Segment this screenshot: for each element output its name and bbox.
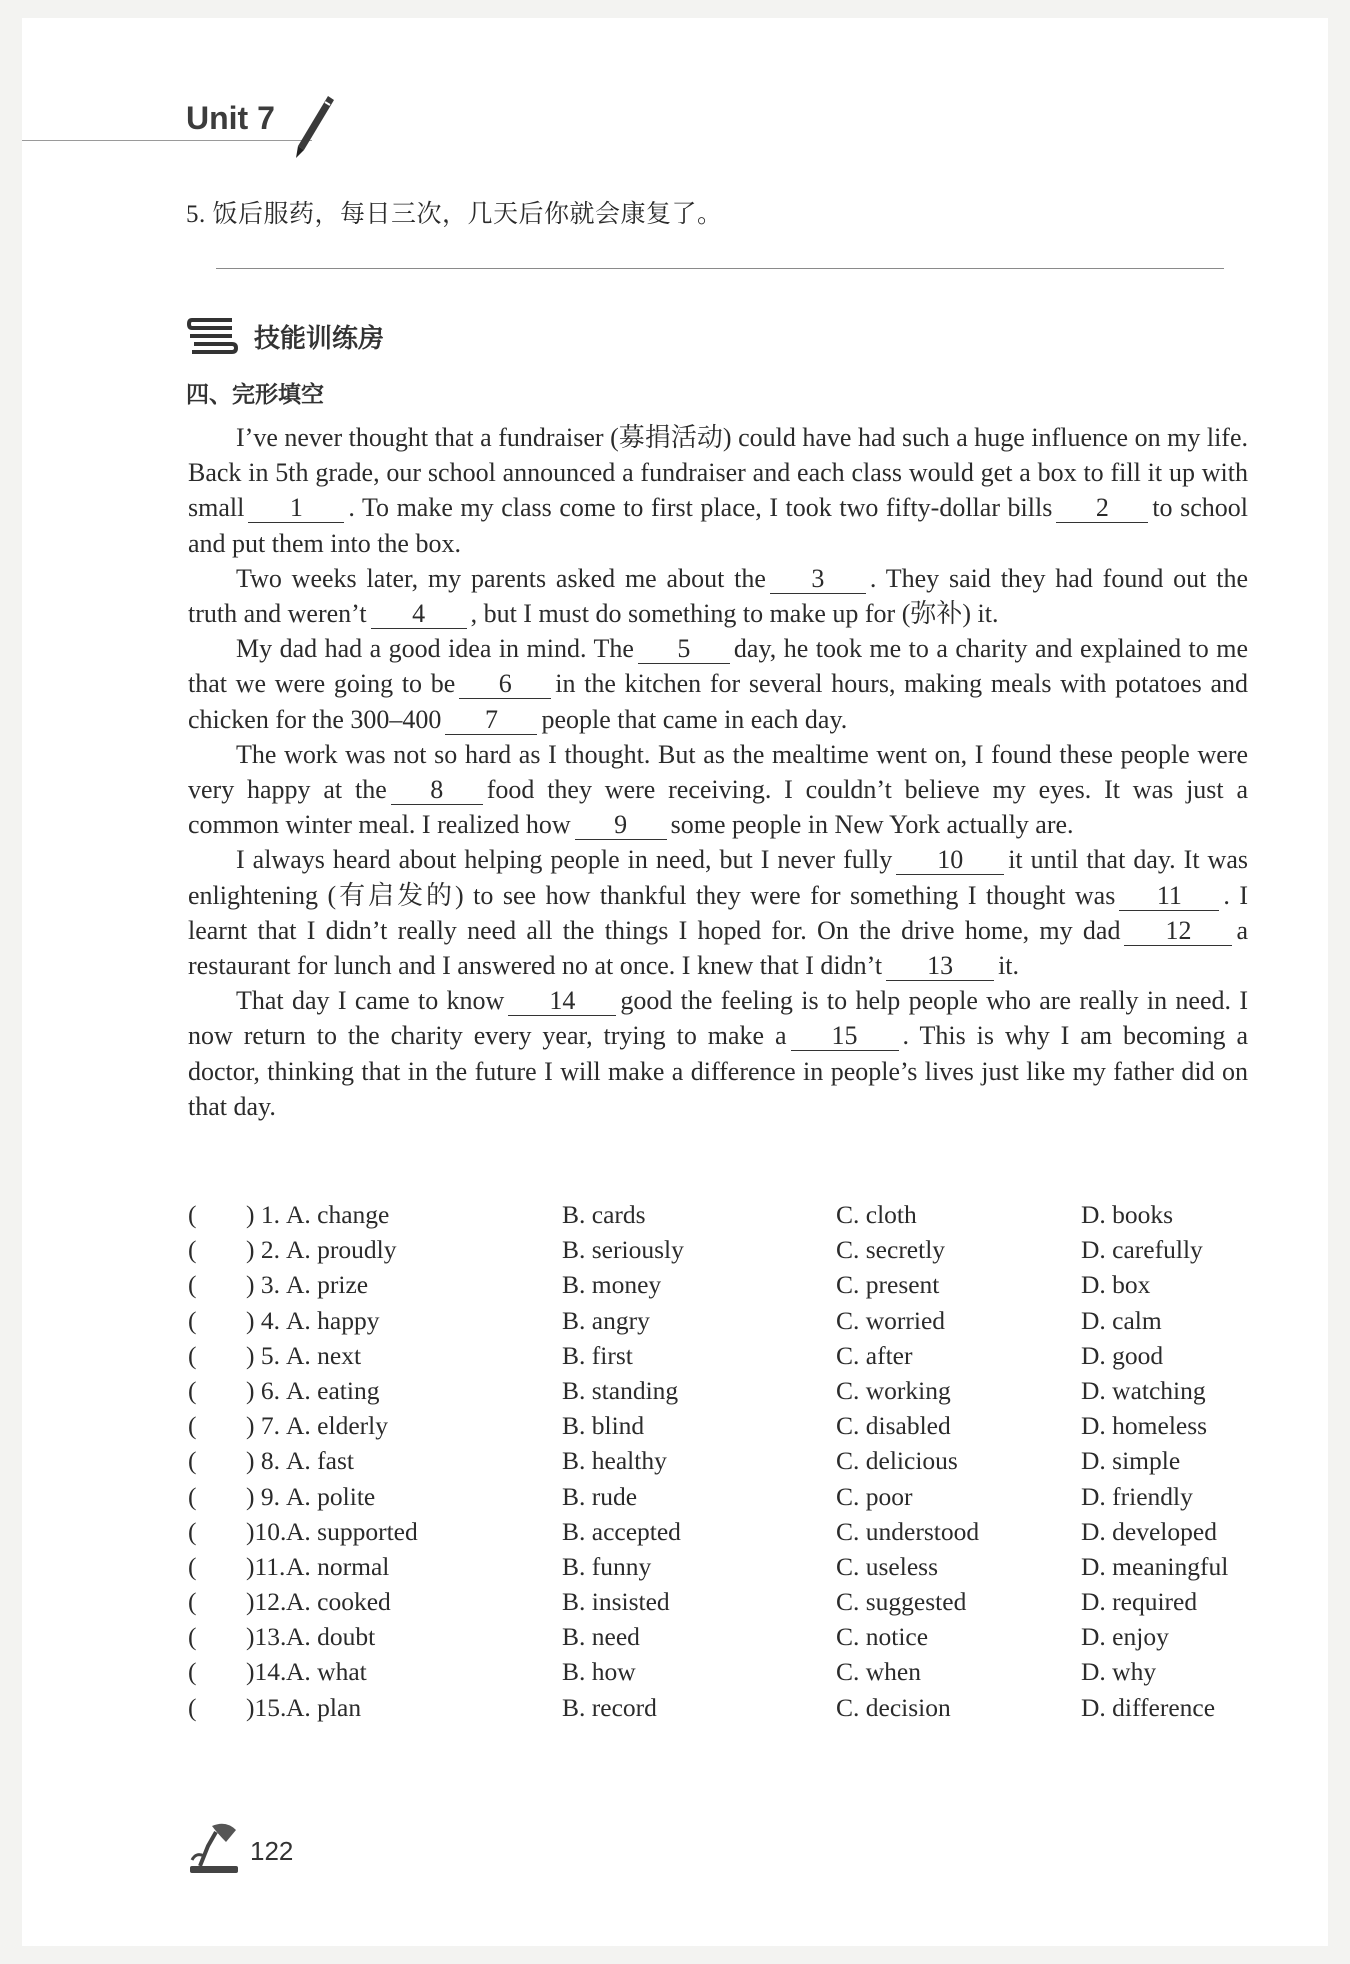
passage-text: food they were receiving. I couldn’t believe my eyes. It was just a common winter meal. I realized how (188, 775, 1248, 840)
header-rule (22, 140, 312, 141)
cloze-passage (188, 420, 1248, 1124)
answer-bracket[interactable]: ( (188, 1305, 197, 1335)
passage-text: . To make my class come to first place, I took two fifty-dollar bills (348, 493, 1053, 523)
option-b[interactable]: B. money (562, 1270, 662, 1300)
answer-bracket[interactable]: ( (188, 1587, 197, 1617)
option-b[interactable]: B. standing (562, 1375, 679, 1405)
blank-11[interactable]: 11 (1119, 882, 1219, 911)
option-b[interactable]: B. first (562, 1340, 633, 1370)
passage-text: in the kitchen for several hours, making meals with potatoes and chicken for the 300–400 (188, 669, 1248, 734)
question-row (188, 1341, 1248, 1376)
option-c[interactable]: C. useless (836, 1551, 938, 1581)
option-c[interactable]: C. decision (836, 1692, 951, 1722)
answer-bracket[interactable]: ( (188, 1516, 197, 1546)
option-a[interactable]: A. next (286, 1340, 362, 1370)
question-row (188, 1270, 1248, 1305)
passage-text: . I learnt that I didn’t really need all the things I hoped for. On the drive home, my dad (188, 880, 1248, 945)
option-a[interactable]: A. doubt (286, 1622, 376, 1652)
blank-2[interactable]: 2 (1056, 494, 1148, 523)
option-c[interactable]: C. working (836, 1375, 951, 1405)
blank-4[interactable]: 4 (371, 600, 467, 629)
option-a[interactable]: A. plan (286, 1692, 362, 1722)
question-row (188, 1587, 1248, 1622)
section-header (186, 314, 586, 358)
question-number: )10. (246, 1516, 287, 1546)
passage-text: to school and put them into the box. (188, 493, 1248, 558)
blank-6[interactable]: 6 (459, 670, 551, 699)
option-b[interactable]: B. accepted (562, 1516, 681, 1546)
pen-icon (290, 94, 336, 160)
answer-bracket[interactable]: ( (188, 1375, 197, 1405)
option-b[interactable]: B. insisted (562, 1587, 670, 1617)
answer-bracket[interactable]: ( (188, 1235, 197, 1265)
option-d[interactable]: D. books (1081, 1200, 1174, 1229)
question-number: )14. (246, 1657, 287, 1687)
answer-bracket[interactable]: ( (188, 1657, 197, 1687)
option-d[interactable]: D. developed (1081, 1516, 1217, 1546)
question-number: ) 3. (246, 1270, 280, 1300)
question-5: 5. 饭后服药，每日三次，几天后你就会康复了。 (186, 201, 723, 228)
answer-bracket[interactable]: ( (188, 1622, 197, 1652)
blank-7[interactable]: 7 (445, 706, 537, 735)
option-a[interactable]: A. change (286, 1200, 390, 1229)
option-a[interactable]: A. what (286, 1657, 367, 1687)
option-d[interactable]: D. box (1081, 1270, 1151, 1300)
question-row (188, 1552, 1248, 1587)
option-c[interactable]: C. present (836, 1270, 940, 1300)
unit-header (22, 96, 332, 146)
option-d[interactable]: D. friendly (1081, 1481, 1193, 1511)
answer-bracket[interactable]: ( (188, 1551, 197, 1581)
passage-text: That day I came to know (236, 986, 505, 1016)
option-c[interactable]: C. after (836, 1340, 913, 1370)
question-number: )15. (246, 1692, 287, 1722)
answer-bracket[interactable]: ( (188, 1411, 197, 1441)
passage-text: it until that day. It was enlightening (有启发的) to see how thankful they were for something I thought was (188, 845, 1248, 910)
option-d[interactable]: D. required (1081, 1587, 1198, 1617)
page-footer (186, 1820, 386, 1870)
option-a[interactable]: A. supported (286, 1516, 418, 1546)
option-a[interactable]: A. happy (286, 1305, 380, 1335)
option-b[interactable]: B. cards (562, 1200, 646, 1229)
answer-bracket[interactable]: ( (188, 1340, 197, 1370)
blank-12[interactable]: 12 (1124, 917, 1232, 946)
option-d[interactable]: D. calm (1081, 1305, 1162, 1335)
passage-text: good the feeling is to help people who are really in need. I now return to the charity every year, trying to make a (188, 986, 1248, 1051)
option-d[interactable]: D. why (1081, 1657, 1157, 1687)
passage-text: it. (998, 951, 1020, 981)
option-d[interactable]: D. carefully (1081, 1235, 1203, 1265)
paragraph-5 (188, 842, 1248, 983)
option-c[interactable]: C. delicious (836, 1446, 958, 1476)
option-b[interactable]: B. blind (562, 1411, 645, 1441)
question-row (188, 1622, 1248, 1657)
paragraph-2 (188, 561, 1248, 631)
option-a[interactable]: A. normal (286, 1551, 390, 1581)
option-c[interactable]: C. secretly (836, 1235, 946, 1265)
option-a[interactable]: A. elderly (286, 1411, 388, 1441)
option-b[interactable]: B. rude (562, 1481, 638, 1511)
paragraph-3 (188, 631, 1248, 737)
blank-10[interactable]: 10 (896, 846, 1004, 875)
option-b[interactable]: B. need (562, 1622, 640, 1652)
question-number: ) 4. (246, 1305, 280, 1335)
page-number: 122 (250, 1836, 294, 1866)
question-number: ) 2. (246, 1235, 280, 1265)
option-b[interactable]: B. healthy (562, 1446, 667, 1476)
passage-text: . This is why I am becoming a doctor, thinking that in the future I will make a difference in people’s lives just like my father did on that day. (188, 1021, 1248, 1121)
unit-title: Unit 7 (186, 100, 275, 136)
passage-text: The work was not so hard as I thought. But as the mealtime went on, I found these people were very happy at the (188, 739, 1248, 805)
option-d[interactable]: D. simple (1081, 1446, 1181, 1476)
options-list (188, 1200, 1248, 1728)
option-d[interactable]: D. watching (1081, 1375, 1206, 1405)
question-row (188, 1200, 1248, 1235)
option-b[interactable]: B. angry (562, 1305, 650, 1335)
question-row (188, 1306, 1248, 1341)
blank-13[interactable]: 13 (886, 952, 994, 981)
passage-text: My dad had a good idea in mind. The (236, 634, 634, 664)
option-c[interactable]: C. understood (836, 1516, 980, 1546)
paragraph-4 (188, 737, 1248, 843)
paragraph-1 (188, 420, 1248, 561)
passage-text: a restaurant for lunch and I answered no at once. I knew that I didn’t (188, 915, 1248, 981)
question-number: ) 7. (246, 1411, 280, 1441)
question-number: ) 1. (246, 1200, 280, 1229)
option-d[interactable]: D. good (1081, 1340, 1164, 1370)
passage-text: day, he took me to a charity and explained to me that we were going to be (188, 634, 1248, 699)
answer-bracket[interactable]: ( (188, 1692, 197, 1722)
question-row (188, 1482, 1248, 1517)
option-a[interactable]: A. polite (286, 1481, 376, 1511)
blank-9[interactable]: 9 (575, 811, 667, 840)
passage-text: . They said they had found out the truth and weren’t (188, 563, 1248, 629)
question-row (188, 1411, 1248, 1446)
option-d[interactable]: D. difference (1081, 1692, 1216, 1722)
option-a[interactable]: A. proudly (286, 1235, 397, 1265)
question-number: ) 5. (246, 1340, 280, 1370)
passage-text: , but I must do something to make up for (弥补) it. (470, 599, 999, 629)
answer-line[interactable] (216, 268, 1224, 269)
option-c[interactable]: C. suggested (836, 1587, 967, 1617)
option-d[interactable]: D. homeless (1081, 1411, 1208, 1441)
passage-text: Two weeks later, my parents asked me about the (236, 563, 766, 593)
option-a[interactable]: A. cooked (286, 1587, 391, 1617)
option-c[interactable]: C. worried (836, 1305, 946, 1335)
answer-bracket[interactable]: ( (188, 1270, 197, 1300)
question-number: )13. (246, 1622, 287, 1652)
option-c[interactable]: C. when (836, 1657, 921, 1687)
question-number: ) 8. (246, 1446, 280, 1476)
blank-8[interactable]: 8 (391, 776, 483, 805)
option-b[interactable]: B. how (562, 1657, 636, 1687)
answer-bracket[interactable]: ( (188, 1481, 197, 1511)
question-row (188, 1446, 1248, 1481)
option-b[interactable]: B. record (562, 1692, 657, 1722)
question-row (188, 1517, 1248, 1552)
question-number: )11. (246, 1551, 286, 1581)
option-c[interactable]: C. disabled (836, 1411, 951, 1441)
option-a[interactable]: A. fast (286, 1446, 354, 1476)
option-d[interactable]: D. meaningful (1081, 1551, 1229, 1581)
question-row (188, 1235, 1248, 1270)
option-b[interactable]: B. funny (562, 1551, 652, 1581)
passage-text: people that came in each day. (541, 704, 848, 734)
blank-1[interactable]: 1 (248, 494, 344, 523)
question-number: ) 9. (246, 1481, 280, 1511)
question-number: ) 6. (246, 1375, 280, 1405)
question-row (188, 1657, 1248, 1692)
desk-lamp-icon (186, 1820, 244, 1876)
option-b[interactable]: B. seriously (562, 1235, 684, 1265)
blank-3[interactable]: 3 (770, 565, 866, 594)
question-row (188, 1693, 1248, 1728)
option-c[interactable]: C. notice (836, 1622, 929, 1652)
option-a[interactable]: A. prize (286, 1270, 369, 1300)
part-title: 四、完形填空 (186, 382, 324, 408)
passage-text: I always heard about helping people in need, but I never fully (236, 845, 893, 875)
answer-bracket[interactable]: ( (188, 1200, 197, 1229)
option-c[interactable]: C. poor (836, 1481, 913, 1511)
question-number: )12. (246, 1587, 287, 1617)
passage-text: I’ve never thought that a fundraiser (募捐活动) could have had such a huge influence on my life. Back in 5th grade, our school announced a fundraiser and each class would get a box to fill it up with small (188, 423, 1248, 523)
section-title: 技能训练房 (254, 324, 385, 354)
passage-text: some people in New York actually are. (670, 810, 1074, 840)
option-c[interactable]: C. cloth (836, 1200, 917, 1229)
blank-15[interactable]: 15 (791, 1022, 899, 1051)
blank-5[interactable]: 5 (638, 635, 730, 664)
answer-bracket[interactable]: ( (188, 1446, 197, 1476)
workbook-page (22, 18, 1328, 1946)
paragraph-6 (188, 983, 1248, 1124)
question-row (188, 1376, 1248, 1411)
scroll-icon (186, 314, 238, 356)
option-d[interactable]: D. enjoy (1081, 1622, 1169, 1652)
blank-14[interactable]: 14 (508, 987, 616, 1016)
option-a[interactable]: A. eating (286, 1375, 380, 1405)
